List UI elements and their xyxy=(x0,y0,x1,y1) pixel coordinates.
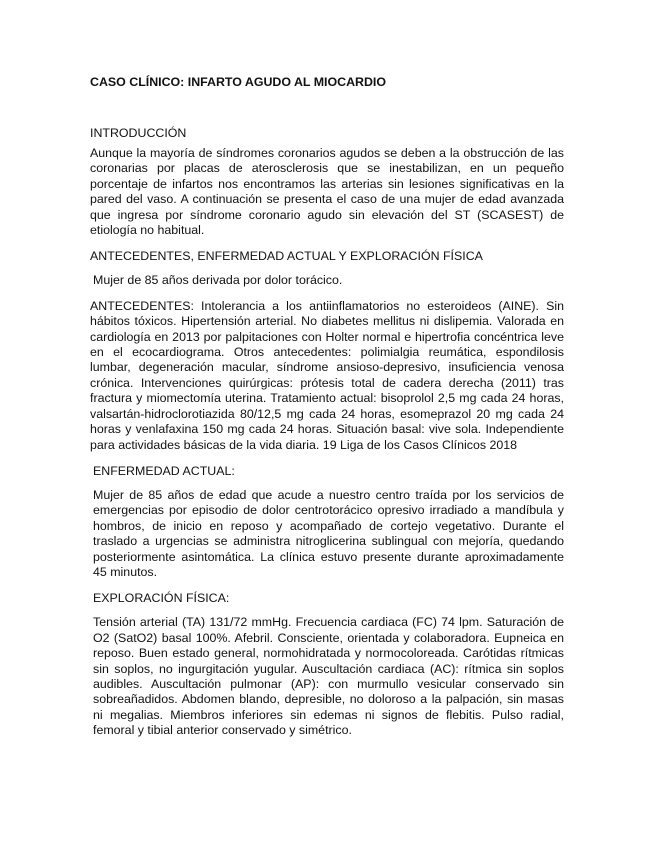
paragraph-antecedentes: ANTECEDENTES: Intolerancia a los antiinflamatorios no esteroideos (AINE). Sin hábitos tóxicos. Hipertensión arterial. No diabetes mellitus ni dislipemia. Valorada en cardiología en 2013 por palpitaciones con Holter normal e hipertrofia concéntrica leve en el ecocardiograma. Otros antecedentes: polimialgia reumática, espondilosis lumbar, degeneración macular, síndrome ansioso-depresivo, insuficiencia venosa crónica. Intervenciones quirúrgicas: prótesis total de cadera derecha (2011) tras fractura y miomectomía uterina. Tratamiento actual: bisoprolol 2,5 mg cada 24 horas, valsartán-hidroclorotiazida 80/12,5 mg cada 24 horas, esomeprazol 20 mg cada 24 horas y venlafaxina 150 mg cada 24 horas. Situación basal: vive sola. Independiente para actividades básicas de la vida diaria. 19 Liga de los Casos Clínicos 2018 xyxy=(90,298,564,452)
document-title: CASO CLÍNICO: INFARTO AGUDO AL MIOCARDIO xyxy=(90,75,386,89)
section-heading-enfermedad-actual: ENFERMEDAD ACTUAL: xyxy=(93,463,235,478)
section-heading-exploracion-fisica: EXPLORACIÓN FÍSICA: xyxy=(93,591,230,606)
paragraph-enfermedad-actual: Mujer de 85 años de edad que acude a nuestro centro traída por los servicios de emergencias por episodio de dolor centrotorácico opresivo irradiado a mandíbula y hombros, de inicio en reposo y acompañado de cortejo vegetativo. Durante el traslado a urgencias se administra nitroglicerina sublingual con mejoría, quedando posteriormente asintomática. La clínica estuvo presente durante aproximadamente 45 minutos. xyxy=(93,487,564,579)
document-page xyxy=(90,74,564,749)
section-heading-antecedentes: ANTECEDENTES, ENFERMEDAD ACTUAL Y EXPLORACIÓN FÍSICA xyxy=(90,249,483,264)
paragraph-patient-summary: Mujer de 85 años derivada por dolor torácico. xyxy=(93,273,343,288)
paragraph-exploracion-fisica: Tensión arterial (TA) 131/72 mmHg. Frecuencia cardiaca (FC) 74 lpm. Saturación de O2 (SatO2) basal 100%. Afebril. Consciente, orientada y colaboradora. Eupneica en reposo. Buen estado general, normohidratada y normocoloreada. Carótidas rítmicas sin soplos, no ingurgitación yugular. Auscultación cardiaca (AC): rítmica sin soplos audibles. Auscultación pulmonar (AP): con murmullo vesicular conservado sin sobreañadidos. Abdomen blando, depresible, no doloroso a la palpación, sin masas ni megalias. Miembros inferiores sin edemas ni signos de flebitis. Pulso radial, femoral y tibial anterior conservado y simétrico. xyxy=(93,615,564,738)
paragraph-introduccion: Aunque la mayoría de síndromes coronarios agudos se deben a la obstrucción de las coronarias por placas de aterosclerosis que se inestabilizan, en un pequeño porcentaje de infartos nos encontramos las arterias sin lesiones significativas en la pared del vaso. A continuación se presenta el caso de una mujer de edad avanzada que ingresa por síndrome coronario agudo sin elevación del ST (SCASEST) de etiología no habitual. xyxy=(90,146,564,238)
section-heading-introduccion: INTRODUCCIÓN xyxy=(90,126,187,140)
